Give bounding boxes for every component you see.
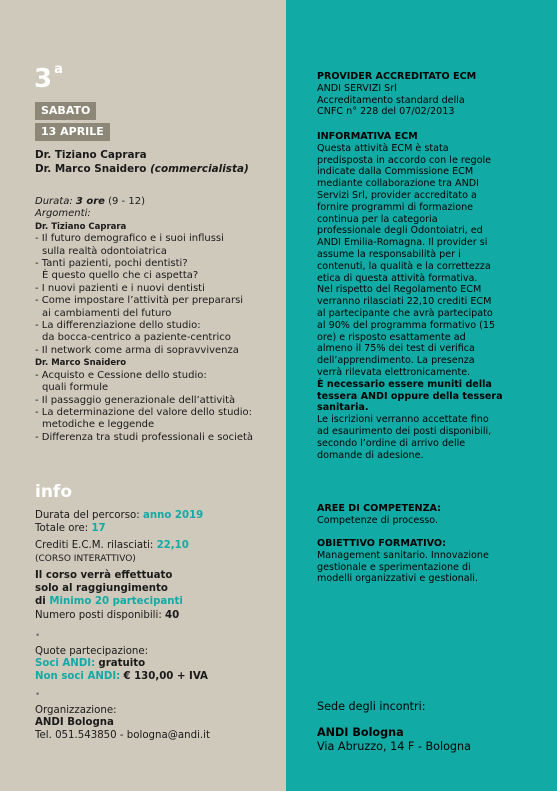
obiettivo-line-1: Management sanitario. Innovazione [317, 549, 489, 561]
aree-text: Competenze di processo. [317, 514, 439, 526]
nonsoci-line: Non soci ANDI: € 130,00 + IVA [35, 670, 208, 682]
informativa-line-16: al 90% del programma formativo (15 [317, 319, 496, 331]
durata-percorso: Durata del percorso: anno 2019 [35, 510, 204, 521]
informativa-lines [317, 143, 503, 379]
info-block [35, 510, 210, 742]
topic-g1-item-2-cont: È questo quello che ci aspetta? [42, 270, 199, 282]
group2-items [35, 370, 253, 444]
crediti-ecm: Crediti E.C.M. rilasciati: 22,10 [35, 540, 189, 552]
topic-g1-item-1: - Il futuro demografico e i suoi influssi [35, 233, 224, 245]
tessera-line-1: È necessario essere muniti della [317, 378, 492, 390]
topic-g1-item-5: - La differenziazione dello studio: [35, 320, 201, 332]
informativa-line-19: dell’apprendimento. La presenza [317, 355, 475, 367]
informativa-line-7: continua per la categoria [317, 213, 438, 225]
informativa-line-11: contenuti, la qualità e la correttezza [317, 260, 491, 272]
topic-g2-item-2: - Il passaggio generazionale dell’attività [35, 394, 236, 406]
minimum-line-1: Il corso verrà effettuato [35, 570, 173, 582]
obiettivo-line-3: modelli organizzativi e gestionali. [317, 573, 478, 585]
speaker-2: Dr. Marco Snaidero (commercialista) [35, 162, 249, 175]
iscrizioni-line-2: ad esaurimento dei posti disponibili, [317, 425, 492, 437]
topic-g2-item-1: - Acquisto e Cessione dello studio: [35, 369, 207, 381]
informativa-line-4: mediante collaborazione tra ANDI [317, 178, 480, 190]
session-suffix: a [54, 62, 63, 77]
topic-g1-item-1-cont: sulla realtà odontoiatrica [42, 245, 167, 257]
topic-g1-item-5-cont: da bocca-centrico a paziente-centrico [42, 332, 231, 344]
bullet-1: • [35, 630, 41, 641]
provider-line-3: CNFC n° 228 del 07/02/2013 [317, 106, 455, 118]
session-number: 3 $^a$ [34, 62, 63, 94]
org-label: Organizzazione: [35, 704, 117, 716]
informativa-line-10: assume la responsabilità per i [317, 248, 461, 260]
informativa-line-8: professionale degli Odontoiatri, ed [317, 225, 483, 237]
minimum-line-2: solo al raggiungimento [35, 582, 168, 594]
aree-block [317, 503, 441, 527]
bullet-2: • [35, 689, 41, 700]
org-name: ANDI Bologna [35, 717, 114, 729]
tessera-lines [317, 379, 503, 414]
tessera-line-3: sanitaria. [317, 402, 369, 414]
obiettivo-title: OBIETTIVO FORMATIVO: [317, 538, 446, 549]
iscrizioni-line-3: secondo l’ordine di arrivo delle [317, 437, 466, 449]
iscrizioni-line-4: domande di adesione. [317, 449, 424, 461]
ecm-note: (CORSO INTERATTIVO) [35, 553, 136, 564]
informativa-line-12: etica di questa attività formativa. [317, 272, 478, 284]
speakers [35, 149, 249, 176]
informativa-line-1: Questa attività ECM è stata [317, 142, 449, 154]
informativa-line-9: ANDI Emilia-Romagna. Il provider si [317, 237, 488, 249]
info-title: info [35, 482, 73, 502]
informativa-line-14: verranno rilasciati 22,10 crediti ECM [317, 296, 492, 308]
group2-speaker: Dr. Marco Snaidero [35, 358, 127, 369]
topics-label: Argomenti: [35, 208, 91, 220]
obiettivo-line-2: gestionale e sperimentazione di [317, 561, 471, 573]
sede-label: Sede degli incontri: [317, 700, 426, 713]
quote-label: Quote partecipazione: [35, 645, 149, 657]
topic-g1-item-4: - Come impostare l’attività per prepararsi [35, 295, 244, 307]
topic-g2-item-3: - La determinazione del valore dello studio: [35, 406, 253, 418]
informativa-line-15: al partecipante che avrà partecipato [317, 307, 493, 319]
informativa-line-5: Servizi Srl, provider accreditato a [317, 189, 477, 201]
soci-line: Soci ANDI: gratuito [35, 658, 146, 670]
sede-block [317, 700, 471, 754]
provider-title: PROVIDER ACCREDITATO ECM [317, 71, 477, 82]
informativa-line-20: verrà rilevata elettronicamente. [317, 366, 471, 378]
informativa-line-18: almeno il 75% dei test di verifica [317, 343, 475, 355]
date-badge: 13 APRILE [35, 123, 110, 141]
day-badge: SABATO [35, 102, 96, 120]
duration-line: Durata: 3 ore (9 - 12) [35, 196, 145, 207]
group1-items [35, 233, 253, 357]
provider-lines [317, 83, 476, 118]
speaker-2-role: (commercialista) [150, 162, 249, 175]
obiettivo-block [317, 538, 489, 585]
program-block [35, 196, 253, 444]
topic-g1-item-4-cont: ai cambiamenti del futuro [42, 307, 172, 319]
minimum-line-3: di Minimo 20 partecipanti [35, 595, 183, 607]
aree-title: AREE DI COMPETENZA: [317, 503, 441, 514]
informativa-line-3: indicate dalla Commissione ECM [317, 166, 474, 178]
provider-block [317, 71, 476, 118]
informativa-line-2: predisposta in accordo con le regole [317, 154, 492, 166]
obiettivo-lines [317, 550, 489, 585]
informativa-line-17: ore) e risposto esattamente ad [317, 331, 466, 343]
informativa-line-13: Nel rispetto del Regolamento ECM [317, 284, 482, 296]
topic-g2-item-1-cont: quali formule [42, 382, 109, 394]
sede-address: Via Abruzzo, 14 F - Bologna [317, 740, 471, 753]
informativa-title: INFORMATIVA ECM [317, 131, 418, 142]
topic-g1-item-6: - Il network come arma di sopravvivenza [35, 344, 239, 356]
speaker-1: Dr. Tiziano Caprara [35, 149, 147, 161]
informativa-block [317, 131, 503, 461]
tessera-line-2: tessera ANDI oppure della tessera [317, 390, 503, 402]
org-contact: Tel. 051.543850 - bologna@andi.it [35, 729, 210, 741]
group1-speaker: Dr. Tiziano Caprara [35, 221, 127, 232]
topic-g2-item-3-cont: metodiche e leggende [42, 419, 155, 431]
provider-line-1: ANDI SERVIZI Srl [317, 82, 397, 94]
topic-g1-item-3: - I nuovi pazienti e i nuovi dentisti [35, 282, 205, 294]
topic-g1-item-2: - Tanti pazienti, pochi dentisti? [35, 258, 188, 270]
topics-list [35, 221, 253, 444]
topic-g2-item-4: - Differenza tra studi professionali e società [35, 431, 254, 443]
iscrizioni-lines [317, 414, 503, 461]
sede-name: ANDI Bologna [317, 726, 404, 739]
posti-disponibili: Numero posti disponibili: 40 [35, 610, 180, 622]
iscrizioni-line-1: Le iscrizioni verranno accettate fino [317, 414, 489, 426]
totale-ore: Totale ore: 17 [35, 522, 106, 534]
informativa-line-6: fornire programmi di formazione [317, 201, 474, 213]
provider-line-2: Accreditamento standard della [317, 94, 465, 106]
